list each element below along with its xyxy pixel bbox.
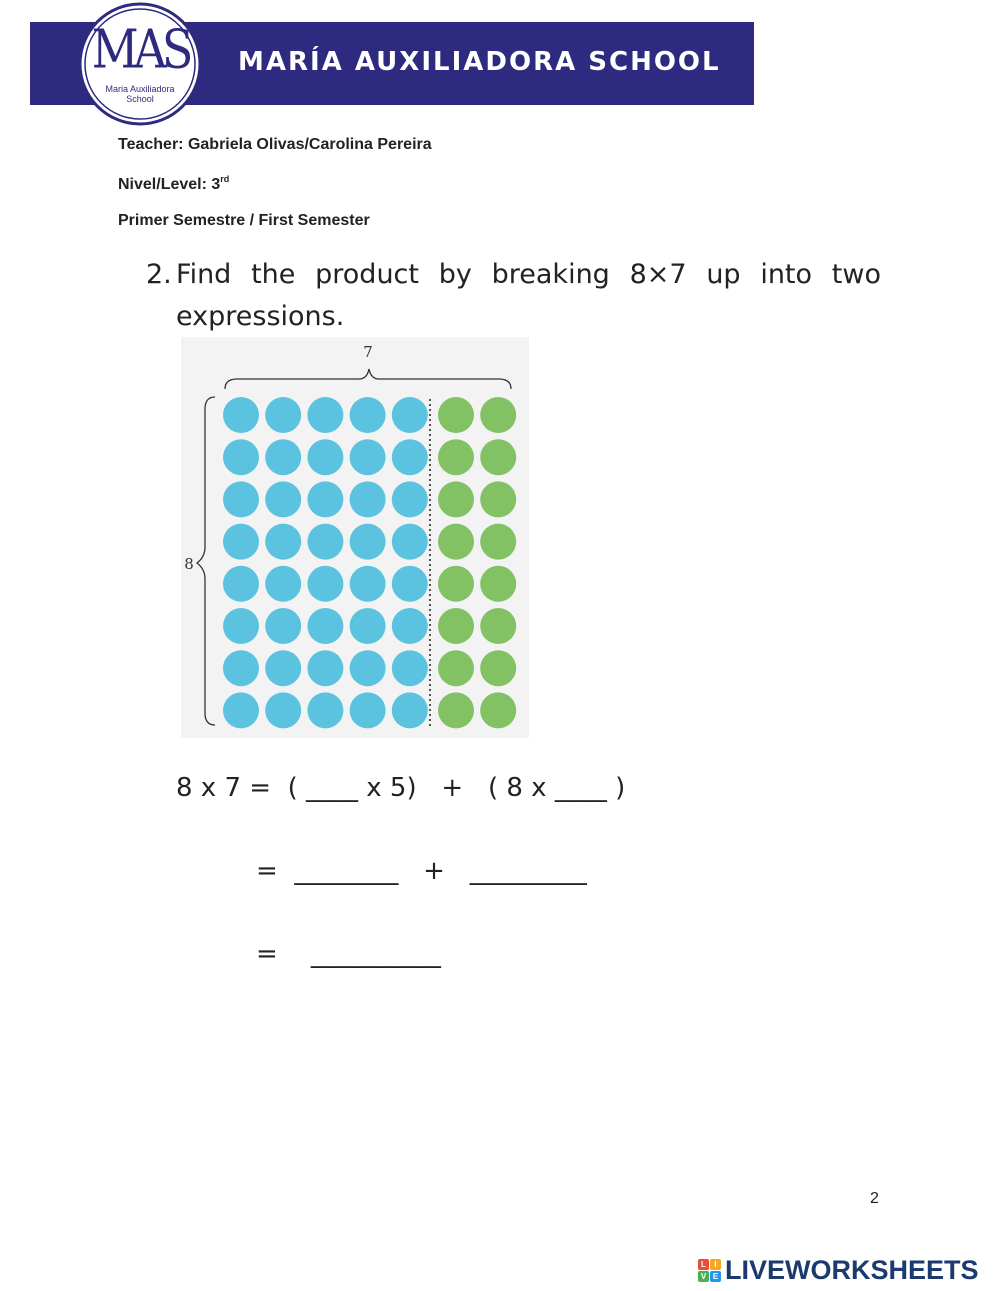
blue-dot — [392, 650, 428, 686]
blue-dot — [307, 692, 343, 728]
blue-dot — [265, 481, 301, 517]
blue-dot — [392, 608, 428, 644]
blue-dot — [265, 524, 301, 560]
school-logo — [78, 2, 202, 126]
level-label: Nivel/Level: 3 — [118, 176, 221, 193]
blue-dot — [307, 608, 343, 644]
green-dot — [480, 566, 516, 602]
blue-dot — [392, 481, 428, 517]
green-dot — [480, 692, 516, 728]
green-dot — [480, 524, 516, 560]
icon-letter-e: E — [710, 1271, 721, 1282]
blue-dot — [223, 608, 259, 644]
blue-dot — [350, 397, 386, 433]
logo-subtext — [78, 84, 202, 104]
blue-dot — [223, 439, 259, 475]
blue-dot — [307, 397, 343, 433]
green-dot — [480, 439, 516, 475]
green-dot — [438, 608, 474, 644]
liveworksheets-text: LIVEWORKSHEETS — [725, 1254, 979, 1285]
level-suffix: rd — [220, 174, 230, 184]
question-block — [146, 254, 881, 338]
level-line — [118, 174, 229, 194]
icon-letter-i: I — [710, 1259, 721, 1270]
blue-dot — [307, 524, 343, 560]
blue-dot — [307, 481, 343, 517]
blue-dot — [265, 608, 301, 644]
blue-dot — [392, 397, 428, 433]
blue-dot — [223, 692, 259, 728]
blue-dot — [223, 566, 259, 602]
page-number: 2 — [870, 1190, 879, 1207]
blue-dot — [392, 692, 428, 728]
blue-dot — [265, 439, 301, 475]
blue-dot — [265, 397, 301, 433]
top-label: 7 — [363, 343, 373, 361]
blue-dot — [307, 566, 343, 602]
semester-line: Primer Semestre / First Semester — [118, 212, 370, 229]
green-dot — [438, 481, 474, 517]
blue-dot — [265, 692, 301, 728]
green-dot — [438, 397, 474, 433]
green-dot — [438, 566, 474, 602]
icon-letter-l: L — [698, 1259, 709, 1270]
blue-dot — [223, 397, 259, 433]
blue-dot — [350, 608, 386, 644]
blue-dot — [350, 692, 386, 728]
question-text: Find the product by breaking 8×7 up into two expressions. — [176, 259, 881, 332]
liveworksheets-brand[interactable] — [698, 1255, 979, 1285]
green-dot — [438, 692, 474, 728]
question-number: 2. — [146, 259, 172, 290]
blue-dot — [265, 650, 301, 686]
logo-monogram: MAS — [91, 17, 189, 81]
top-brace — [225, 369, 511, 389]
blue-dot — [265, 566, 301, 602]
side-label: 8 — [184, 555, 194, 573]
dot-array-figure — [181, 337, 529, 738]
blue-dot — [223, 650, 259, 686]
dots-group — [223, 397, 516, 728]
blue-dot — [392, 439, 428, 475]
blue-dot — [307, 650, 343, 686]
dot-array — [181, 337, 529, 738]
blue-dot — [350, 439, 386, 475]
green-dot — [480, 608, 516, 644]
liveworksheets-icon — [698, 1259, 721, 1282]
blue-dot — [307, 439, 343, 475]
teacher-line: Teacher: Gabriela Olivas/Carolina Pereira — [118, 136, 432, 153]
green-dot — [480, 481, 516, 517]
blue-dot — [223, 481, 259, 517]
green-dot — [438, 650, 474, 686]
equation-line-1: 8 x 7 = ( ____ x 5) + ( 8 x ____ ) — [176, 773, 626, 803]
blue-dot — [350, 650, 386, 686]
green-dot — [480, 650, 516, 686]
blue-dot — [392, 524, 428, 560]
blue-dot — [223, 524, 259, 560]
logo-subtext-line-2: School — [126, 94, 154, 104]
blue-dot — [350, 566, 386, 602]
blue-dot — [350, 481, 386, 517]
green-dot — [480, 397, 516, 433]
blue-dot — [392, 566, 428, 602]
equation-line-3: = __________ — [256, 939, 441, 969]
green-dot — [438, 524, 474, 560]
green-dot — [438, 439, 474, 475]
icon-letter-v: V — [698, 1271, 709, 1282]
blue-dot — [350, 524, 386, 560]
side-brace — [197, 397, 215, 725]
logo-subtext-line-1: Maria Auxiliadora — [105, 84, 175, 94]
school-name: MARÍA AUXILIADORA SCHOOL — [238, 47, 721, 77]
equation-line-2: = ________ + _________ — [256, 856, 587, 886]
